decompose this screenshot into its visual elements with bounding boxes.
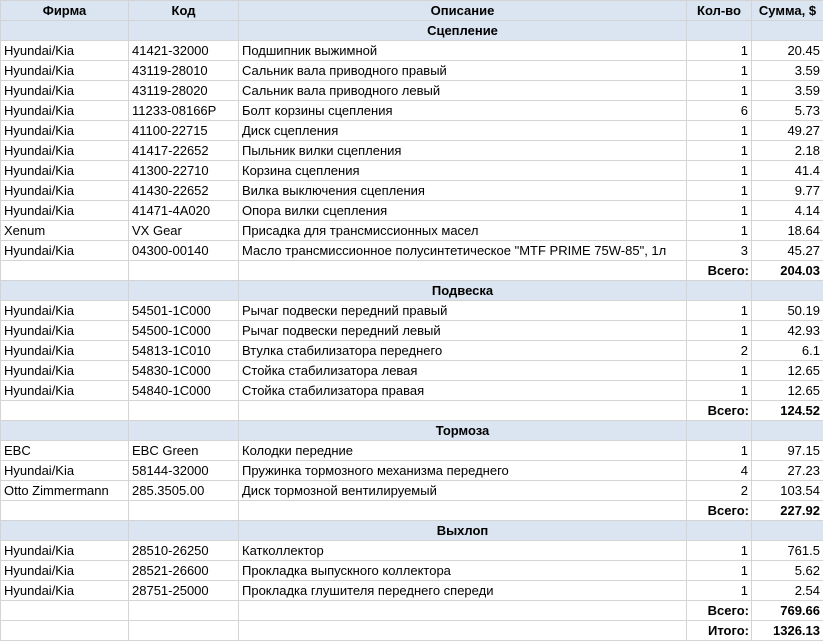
sum-cell[interactable]: 2.18 [752,141,823,161]
quantity-cell[interactable]: 1 [687,561,752,581]
table-body [1,1,823,641]
empty-cell[interactable] [1,261,129,281]
sum-cell[interactable]: 761.5 [752,541,823,561]
subtotal-value-cell[interactable]: 769.66 [752,601,823,621]
table-row [1,81,823,101]
firm-cell[interactable]: Hyundai/Kia [1,541,129,561]
empty-cell[interactable] [1,501,129,521]
header-firm-cell[interactable]: Фирма [1,1,129,21]
description-cell[interactable]: Стойка стабилизатора левая [239,361,687,381]
table-row [1,201,823,221]
header-qty-cell[interactable]: Кол-во [687,1,752,21]
description-cell[interactable]: Стойка стабилизатора правая [239,381,687,401]
quantity-cell[interactable]: 1 [687,201,752,221]
code-cell[interactable]: 28521-26600 [129,561,239,581]
table-row [1,541,823,561]
code-cell[interactable]: 11233-08166P [129,101,239,121]
firm-cell[interactable]: Hyundai/Kia [1,181,129,201]
section-title-cell[interactable]: Сцепление [239,21,687,41]
section-header-row [1,281,823,301]
section-empty-cell[interactable] [687,521,752,541]
firm-cell[interactable]: EBC [1,441,129,461]
code-cell[interactable]: 41100-22715 [129,121,239,141]
firm-cell[interactable]: Hyundai/Kia [1,241,129,261]
quantity-cell[interactable]: 1 [687,361,752,381]
sum-cell[interactable]: 97.15 [752,441,823,461]
subtotal-value-cell[interactable]: 204.03 [752,261,823,281]
section-empty-cell[interactable] [752,521,823,541]
subtotal-label-cell[interactable]: Всего: [687,261,752,281]
subtotal-label-cell[interactable]: Всего: [687,401,752,421]
sum-cell[interactable]: 2.54 [752,581,823,601]
section-title-cell[interactable]: Тормоза [239,421,687,441]
description-cell[interactable]: Вилка выключения сцепления [239,181,687,201]
quantity-cell[interactable]: 3 [687,241,752,261]
sum-cell[interactable]: 42.93 [752,321,823,341]
quantity-cell[interactable]: 1 [687,61,752,81]
description-cell[interactable]: Опора вилки сцепления [239,201,687,221]
table-row [1,581,823,601]
description-cell[interactable]: Катколлектор [239,541,687,561]
description-cell[interactable]: Масло трансмиссионное полусинтетическое "MTF PRIME 75W-85", 1л [239,241,687,261]
subtotal-row [1,501,823,521]
grand-total-row [1,621,823,641]
empty-cell[interactable] [1,601,129,621]
sum-cell[interactable]: 18.64 [752,221,823,241]
quantity-cell[interactable]: 1 [687,321,752,341]
table-row [1,241,823,261]
empty-cell[interactable] [129,621,239,641]
section-empty-cell[interactable] [129,281,239,301]
table-row [1,141,823,161]
code-cell[interactable]: 43119-28020 [129,81,239,101]
description-cell[interactable]: Диск тормозной вентилируемый [239,481,687,501]
empty-cell[interactable] [129,401,239,421]
description-cell[interactable]: Пружинка тормозного механизма переднего [239,461,687,481]
subtotal-label-cell[interactable]: Всего: [687,601,752,621]
sum-cell[interactable]: 12.65 [752,361,823,381]
sum-cell[interactable]: 27.23 [752,461,823,481]
firm-cell[interactable]: Xenum [1,221,129,241]
table-row [1,441,823,461]
sum-cell[interactable]: 3.59 [752,81,823,101]
sum-cell[interactable]: 12.65 [752,381,823,401]
empty-cell[interactable] [239,401,687,421]
firm-cell[interactable]: Hyundai/Kia [1,301,129,321]
sum-cell[interactable]: 49.27 [752,121,823,141]
table-row [1,221,823,241]
subtotal-value-cell[interactable]: 124.52 [752,401,823,421]
quantity-cell[interactable]: 1 [687,181,752,201]
quantity-cell[interactable]: 1 [687,121,752,141]
code-cell[interactable]: 41417-22652 [129,141,239,161]
quantity-cell[interactable]: 1 [687,381,752,401]
firm-cell[interactable]: Hyundai/Kia [1,141,129,161]
sum-cell[interactable]: 6.1 [752,341,823,361]
section-empty-cell[interactable] [129,521,239,541]
table-row [1,461,823,481]
description-cell[interactable]: Рычаг подвески передний правый [239,301,687,321]
empty-cell[interactable] [129,501,239,521]
quantity-cell[interactable]: 2 [687,481,752,501]
code-cell[interactable]: 54830-1C000 [129,361,239,381]
section-empty-cell[interactable] [752,421,823,441]
code-cell[interactable]: 41471-4A020 [129,201,239,221]
code-cell[interactable]: 28510-26250 [129,541,239,561]
code-cell[interactable]: 54840-1C000 [129,381,239,401]
quantity-cell[interactable]: 4 [687,461,752,481]
code-cell[interactable]: 54500-1C000 [129,321,239,341]
section-empty-cell[interactable] [1,21,129,41]
description-cell[interactable]: Присадка для трансмиссионных масел [239,221,687,241]
quantity-cell[interactable]: 6 [687,101,752,121]
quantity-cell[interactable]: 1 [687,581,752,601]
description-cell[interactable]: Сальник вала приводного левый [239,81,687,101]
description-cell[interactable]: Рычаг подвески передний левый [239,321,687,341]
firm-cell[interactable]: Hyundai/Kia [1,361,129,381]
code-cell[interactable]: 04300-00140 [129,241,239,261]
empty-cell[interactable] [129,261,239,281]
subtotal-row [1,401,823,421]
firm-cell[interactable]: Hyundai/Kia [1,41,129,61]
empty-cell[interactable] [1,621,129,641]
section-title-cell[interactable]: Подвеска [239,281,687,301]
table-row [1,341,823,361]
firm-cell[interactable]: Otto Zimmermann [1,481,129,501]
quantity-cell[interactable]: 1 [687,81,752,101]
code-cell[interactable]: 41421-32000 [129,41,239,61]
empty-cell[interactable] [239,261,687,281]
table-row [1,121,823,141]
subtotal-row [1,261,823,281]
firm-cell[interactable]: Hyundai/Kia [1,341,129,361]
table-row [1,161,823,181]
subtotal-row [1,601,823,621]
sum-cell[interactable]: 3.59 [752,61,823,81]
empty-cell[interactable] [239,601,687,621]
table-row [1,381,823,401]
quantity-cell[interactable]: 2 [687,341,752,361]
section-header-row [1,421,823,441]
sum-cell[interactable]: 103.54 [752,481,823,501]
sum-cell[interactable]: 45.27 [752,241,823,261]
code-cell[interactable]: 28751-25000 [129,581,239,601]
sum-cell[interactable]: 41.4 [752,161,823,181]
firm-cell[interactable]: Hyundai/Kia [1,581,129,601]
section-empty-cell[interactable] [687,281,752,301]
empty-cell[interactable] [239,621,687,641]
quantity-cell[interactable]: 1 [687,141,752,161]
code-cell[interactable]: VX Gear [129,221,239,241]
section-header-row [1,521,823,541]
description-cell[interactable]: Болт корзины сцепления [239,101,687,121]
sum-cell[interactable]: 4.14 [752,201,823,221]
section-empty-cell[interactable] [129,421,239,441]
section-header-row [1,21,823,41]
code-cell[interactable]: 54813-1C010 [129,341,239,361]
quantity-cell[interactable]: 1 [687,161,752,181]
header-sum-cell[interactable]: Сумма, $ [752,1,823,21]
quantity-cell[interactable]: 1 [687,301,752,321]
description-cell[interactable]: Втулка стабилизатора переднего [239,341,687,361]
header-code-cell[interactable]: Код [129,1,239,21]
code-cell[interactable]: EBC Green [129,441,239,461]
firm-cell[interactable]: Hyundai/Kia [1,81,129,101]
empty-cell[interactable] [239,501,687,521]
table-row [1,101,823,121]
section-empty-cell[interactable] [1,421,129,441]
description-cell[interactable]: Диск сцепления [239,121,687,141]
table-row [1,361,823,381]
firm-cell[interactable]: Hyundai/Kia [1,381,129,401]
table-row [1,61,823,81]
code-cell[interactable]: 285.3505.00 [129,481,239,501]
section-empty-cell[interactable] [1,521,129,541]
table-row [1,181,823,201]
sum-cell[interactable]: 5.73 [752,101,823,121]
firm-cell[interactable]: Hyundai/Kia [1,121,129,141]
quantity-cell[interactable]: 1 [687,541,752,561]
firm-cell[interactable]: Hyundai/Kia [1,321,129,341]
empty-cell[interactable] [1,401,129,421]
grand-total-value-cell[interactable]: 1326.13 [752,621,823,641]
section-title-cell[interactable]: Выхлоп [239,521,687,541]
description-cell[interactable]: Подшипник выжимной [239,41,687,61]
description-cell[interactable]: Прокладка выпускного коллектора [239,561,687,581]
section-empty-cell[interactable] [687,421,752,441]
firm-cell[interactable]: Hyundai/Kia [1,61,129,81]
code-cell[interactable]: 58144-32000 [129,461,239,481]
table-row [1,41,823,61]
header-row [1,1,823,21]
section-empty-cell[interactable] [752,281,823,301]
quantity-cell[interactable]: 1 [687,41,752,61]
firm-cell[interactable]: Hyundai/Kia [1,101,129,121]
firm-cell[interactable]: Hyundai/Kia [1,561,129,581]
quantity-cell[interactable]: 1 [687,441,752,461]
table-row [1,301,823,321]
section-empty-cell[interactable] [1,281,129,301]
code-cell[interactable]: 41430-22652 [129,181,239,201]
description-cell[interactable]: Сальник вала приводного правый [239,61,687,81]
header-desc-cell[interactable]: Описание [239,1,687,21]
description-cell[interactable]: Пыльник вилки сцепления [239,141,687,161]
grand-total-label-cell[interactable]: Итого: [687,621,752,641]
code-cell[interactable]: 41300-22710 [129,161,239,181]
firm-cell[interactable]: Hyundai/Kia [1,161,129,181]
table-row [1,321,823,341]
section-empty-cell[interactable] [129,21,239,41]
sum-cell[interactable]: 50.19 [752,301,823,321]
empty-cell[interactable] [129,601,239,621]
firm-cell[interactable]: Hyundai/Kia [1,461,129,481]
table-row [1,481,823,501]
subtotal-value-cell[interactable]: 227.92 [752,501,823,521]
sum-cell[interactable]: 20.45 [752,41,823,61]
description-cell[interactable]: Прокладка глушителя переднего спереди [239,581,687,601]
sum-cell[interactable]: 9.77 [752,181,823,201]
sum-cell[interactable]: 5.62 [752,561,823,581]
table-row [1,561,823,581]
code-cell[interactable]: 54501-1C000 [129,301,239,321]
section-empty-cell[interactable] [752,21,823,41]
firm-cell[interactable]: Hyundai/Kia [1,201,129,221]
description-cell[interactable]: Корзина сцепления [239,161,687,181]
code-cell[interactable]: 43119-28010 [129,61,239,81]
subtotal-label-cell[interactable]: Всего: [687,501,752,521]
description-cell[interactable]: Колодки передние [239,441,687,461]
section-empty-cell[interactable] [687,21,752,41]
quantity-cell[interactable]: 1 [687,221,752,241]
